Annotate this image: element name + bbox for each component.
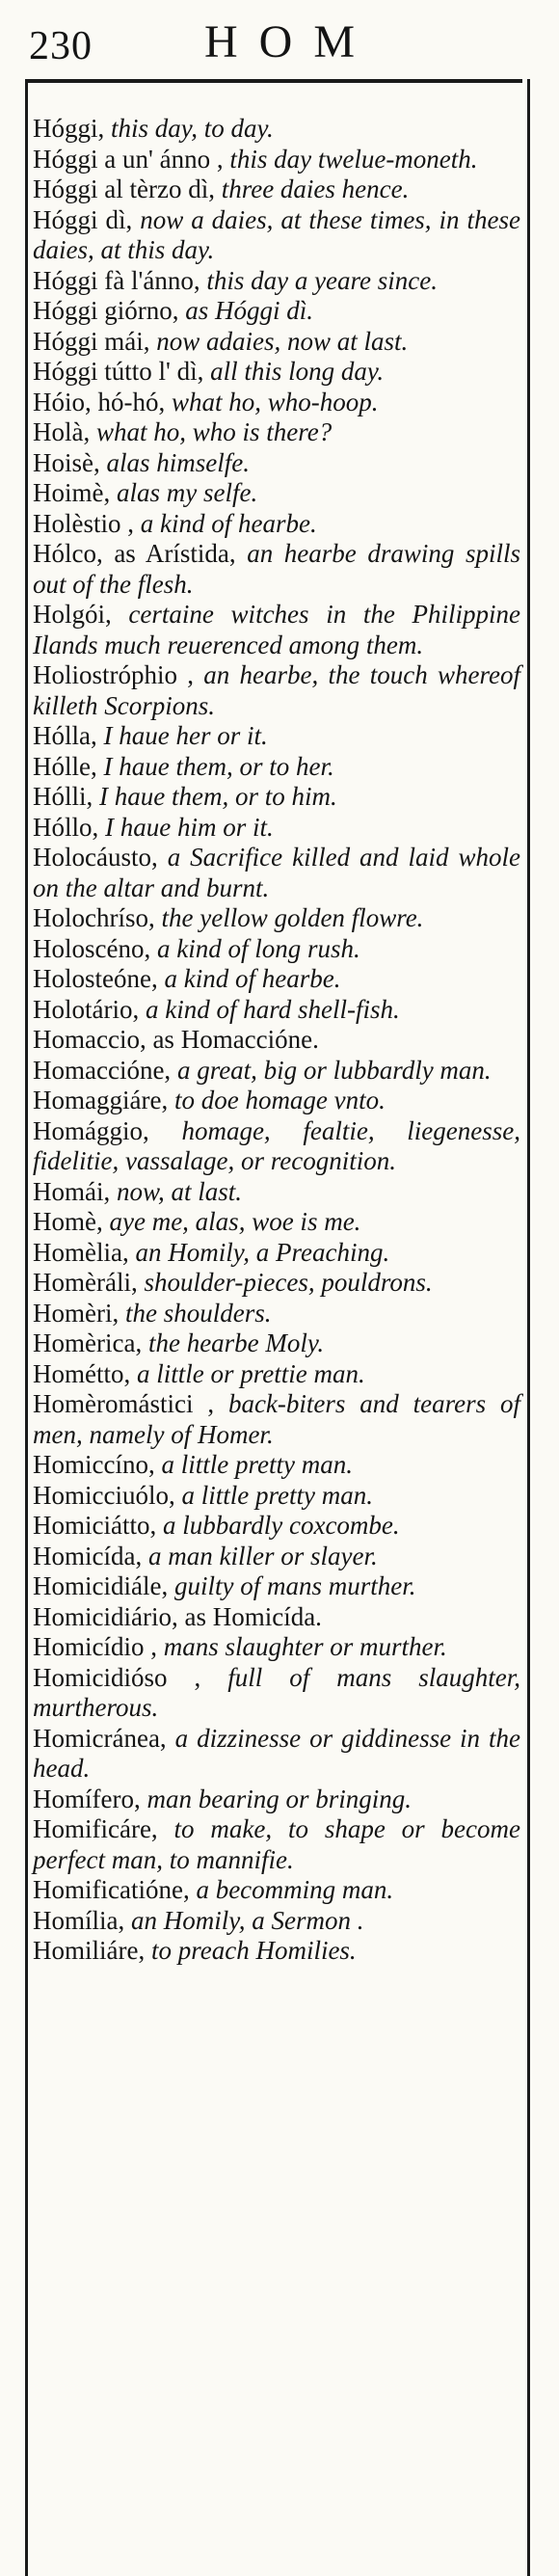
- dictionary-entry: [33, 1238, 520, 1269]
- entry-headword: Holocáusto,: [33, 843, 158, 872]
- entry-definition: to doe homage vnto.: [168, 1086, 386, 1114]
- dictionary-entry: [33, 843, 520, 903]
- entry-definition: an hearbe, the touch whereof killeth Scorpions.: [33, 660, 520, 720]
- entry-headword: Hóllo,: [33, 812, 99, 842]
- entry-headword: Hóggi mái,: [33, 326, 150, 356]
- entry-definition: I haue him or it.: [98, 812, 274, 842]
- entry-definition: a little pretty man.: [154, 1450, 353, 1479]
- entry-definition: homage, fealtie, liegenesse, fidelitie, vassalage, or recognition.: [33, 1115, 520, 1175]
- entry-definition: a little or prettie man.: [130, 1358, 365, 1388]
- entry-headword: Hométto,: [33, 1358, 131, 1388]
- entry-headword: Hóggi al tèrzo dì,: [33, 174, 215, 203]
- dictionary-entry: [33, 417, 520, 448]
- dictionary-column: [33, 114, 520, 1967]
- running-title: HOM: [203, 16, 376, 67]
- entry-definition: full of mans slaughter, murtherous.: [33, 1662, 520, 1722]
- entry-headword: Homífero,: [33, 1784, 141, 1813]
- entry-headword: Homággio,: [33, 1115, 149, 1145]
- dictionary-entry: [33, 1359, 520, 1390]
- dictionary-entry: [33, 1571, 520, 1602]
- entry-headword: Hoimè,: [33, 478, 111, 507]
- dictionary-entry: [33, 1086, 520, 1116]
- dictionary-entry: [33, 934, 520, 965]
- dictionary-entry: [33, 114, 520, 145]
- entry-definition: an hearbe drawing spills out of the flesh.: [33, 539, 520, 599]
- entry-definition: the yellow golden flowre.: [154, 903, 424, 932]
- entry-definition: I haue her or it.: [96, 721, 268, 750]
- entry-headword: Hoisè,: [33, 447, 100, 477]
- dictionary-entry: [33, 1724, 520, 1784]
- entry-headword: Holotário,: [33, 994, 140, 1024]
- entry-headword: Homái,: [33, 1176, 111, 1206]
- dictionary-entry: [33, 1481, 520, 1512]
- header-rule: [25, 79, 522, 83]
- entry-definition: what ho, who is there?: [90, 417, 333, 446]
- entry-definition: a little pretty man.: [174, 1480, 373, 1510]
- entry-headword: Homicída,: [33, 1541, 143, 1570]
- dictionary-entry: [33, 1116, 520, 1177]
- entry-headword: Hólla,: [33, 721, 97, 750]
- dictionary-entry: [33, 1936, 520, 1967]
- entry-definition: back-biters and tearers of men, namely of Homer.: [33, 1389, 520, 1449]
- entry-headword: Homicránea,: [33, 1723, 167, 1753]
- dictionary-entry: [33, 1602, 520, 1633]
- entry-definition: alas himselfe.: [99, 447, 250, 477]
- entry-definition: the hearbe Moly.: [142, 1328, 325, 1357]
- entry-headword: Homiccíno,: [33, 1450, 155, 1479]
- entry-definition: this day twelue-moneth.: [223, 144, 478, 174]
- dictionary-entry: [33, 1542, 520, 1572]
- dictionary-entry: [33, 448, 520, 479]
- dictionary-entry: [33, 1328, 520, 1359]
- dictionary-entry: [33, 1875, 520, 1906]
- dictionary-entry: [33, 721, 520, 752]
- dictionary-entry: [33, 1025, 520, 1056]
- entry-headword: Homè,: [33, 1207, 103, 1236]
- dictionary-entry: [33, 174, 520, 205]
- entry-definition: mans slaughter or murther.: [157, 1632, 447, 1661]
- entry-definition: an Homily, a Sermon .: [124, 1905, 364, 1935]
- dictionary-entry: [33, 813, 520, 844]
- entry-definition: a dizzinesse or giddinesse in the head.: [33, 1723, 520, 1783]
- dictionary-entry: [33, 357, 520, 388]
- entry-headword: Homèlia,: [33, 1237, 129, 1267]
- entry-headword: Homificáre,: [33, 1814, 158, 1843]
- entry-headword: Holosteóne,: [33, 964, 158, 993]
- entry-headword: Homicciuólo,: [33, 1480, 175, 1510]
- entry-headword: Hóio, hó-hó,: [33, 387, 166, 416]
- entry-definition: a great, big or lubbardly man.: [171, 1055, 492, 1085]
- dictionary-entry: [33, 1663, 520, 1724]
- entry-definition: man bearing or bringing.: [140, 1784, 412, 1813]
- dictionary-entry: [33, 509, 520, 540]
- dictionary-entry: [33, 1906, 520, 1937]
- dictionary-entry: [33, 660, 520, 721]
- entry-headword: Homificatióne,: [33, 1875, 190, 1904]
- entry-definition: a kind of long rush.: [150, 933, 360, 963]
- entry-definition: what ho, who-hoop.: [165, 387, 379, 416]
- entry-headword: Hólli,: [33, 782, 93, 811]
- dictionary-entry: [33, 903, 520, 934]
- entry-headword: Holà,: [33, 417, 91, 446]
- page-header: [0, 0, 559, 81]
- entry-headword: Hóggi,: [33, 114, 105, 143]
- entry-definition: now adaies, now at last.: [149, 326, 409, 356]
- entry-headword: Homília,: [33, 1905, 125, 1935]
- entry-definition: now a daies, at these times, in these daies, at this day.: [33, 204, 520, 264]
- entry-headword: Homiciátto,: [33, 1511, 157, 1540]
- dictionary-entry: [33, 600, 520, 660]
- entry-definition: aye me, alas, woe is me.: [102, 1207, 361, 1236]
- dictionary-entry: [33, 1299, 520, 1329]
- entry-definition: the shoulders.: [119, 1298, 272, 1328]
- entry-headword: Homaggiáre,: [33, 1086, 169, 1114]
- entry-headword: Hólco, as Arístida,: [33, 539, 236, 568]
- entry-definition: now, at last.: [110, 1176, 243, 1206]
- entry-headword: Homèri,: [33, 1298, 120, 1328]
- dictionary-entry: [33, 1177, 520, 1208]
- entry-definition: to preach Homilies.: [145, 1936, 357, 1965]
- entry-definition: this day, to day.: [104, 114, 274, 143]
- entry-headword: Homicidióso ,: [33, 1662, 201, 1692]
- entry-definition: I haue them, or to her.: [96, 751, 334, 781]
- dictionary-entry: [33, 478, 520, 509]
- entry-definition: this day a yeare since.: [200, 265, 439, 295]
- entry-headword: Hóggi fà l'ánno,: [33, 265, 200, 295]
- entry-definition: certaine witches in the Philippine Ilands much reuerenced among them.: [33, 600, 520, 659]
- entry-definition: I haue them, or to him.: [93, 782, 337, 811]
- entry-headword: Holèstio ,: [33, 508, 134, 538]
- entry-definition: to make, to shape or become perfect man, to mannifie.: [33, 1814, 520, 1874]
- entry-definition: a kind of hearbe.: [157, 964, 341, 993]
- entry-headword: Homicidiário, as Homicída.: [33, 1601, 322, 1631]
- entry-definition: alas my selfe.: [110, 478, 258, 507]
- dictionary-entry: [33, 266, 520, 297]
- dictionary-entry: [33, 1632, 520, 1663]
- entry-definition: a lubbardly coxcombe.: [156, 1511, 400, 1540]
- entry-headword: Hóggi dì,: [33, 204, 133, 234]
- entry-definition: a becomming man.: [189, 1875, 394, 1904]
- entry-definition: a man killer or slayer.: [142, 1541, 378, 1570]
- entry-definition: guilty of mans murther.: [168, 1571, 416, 1600]
- entry-headword: Holoscéno,: [33, 933, 151, 963]
- dictionary-entry: [33, 1389, 520, 1450]
- entry-definition: a Sacrifice killed and laid whole on the altar and burnt.: [33, 843, 520, 902]
- dictionary-entry: [33, 1450, 520, 1481]
- page-number: 230: [29, 24, 93, 68]
- entry-definition: shoulder-pieces, pouldrons.: [137, 1268, 433, 1297]
- dictionary-entry: [33, 995, 520, 1026]
- dictionary-entry: [33, 296, 520, 327]
- entry-definition: a kind of hearbe.: [134, 508, 317, 538]
- entry-definition: three daies hence.: [214, 174, 410, 203]
- entry-headword: Homicidiále,: [33, 1571, 169, 1600]
- dictionary-entry: [33, 752, 520, 783]
- entry-headword: Holiostróphio ,: [33, 660, 195, 689]
- entry-headword: Hólle,: [33, 751, 97, 781]
- entry-headword: Holgói,: [33, 600, 112, 629]
- entry-definition: a kind of hard shell-fish.: [139, 994, 400, 1024]
- column-left-rule: [25, 79, 28, 2576]
- dictionary-entry: [33, 205, 520, 266]
- entry-headword: Hóggi giórno,: [33, 296, 179, 325]
- entry-headword: Hóggi a un' ánno ,: [33, 144, 224, 174]
- dictionary-entry: [33, 964, 520, 995]
- entry-headword: Homicídio ,: [33, 1632, 157, 1661]
- entry-headword: Homèrica,: [33, 1328, 143, 1357]
- entry-headword: Homaccio, as Homaccióne.: [33, 1025, 319, 1054]
- dictionary-entry: [33, 1268, 520, 1299]
- dictionary-entry: [33, 539, 520, 600]
- entry-definition: as Hóggi dì.: [178, 296, 314, 325]
- dictionary-entry: [33, 327, 520, 358]
- column-right-rule: [527, 79, 530, 2576]
- entry-headword: Homèráli,: [33, 1268, 138, 1297]
- entry-headword: Holochríso,: [33, 903, 155, 932]
- entry-headword: Homiliáre,: [33, 1936, 146, 1965]
- dictionary-entry: [33, 1814, 520, 1875]
- dictionary-entry: [33, 1056, 520, 1087]
- entry-definition: an Homily, a Preaching.: [128, 1237, 390, 1267]
- dictionary-entry: [33, 1511, 520, 1542]
- dictionary-entry: [33, 145, 520, 175]
- entry-headword: Hóggi tútto l' dì,: [33, 357, 204, 386]
- entry-definition: all this long day.: [203, 357, 385, 386]
- dictionary-entry: [33, 388, 520, 418]
- entry-headword: Homèromástici ,: [33, 1389, 215, 1418]
- dictionary-entry: [33, 1784, 520, 1815]
- dictionary-entry: [33, 782, 520, 813]
- dictionary-entry: [33, 1207, 520, 1238]
- entry-headword: Homaccióne,: [33, 1055, 172, 1085]
